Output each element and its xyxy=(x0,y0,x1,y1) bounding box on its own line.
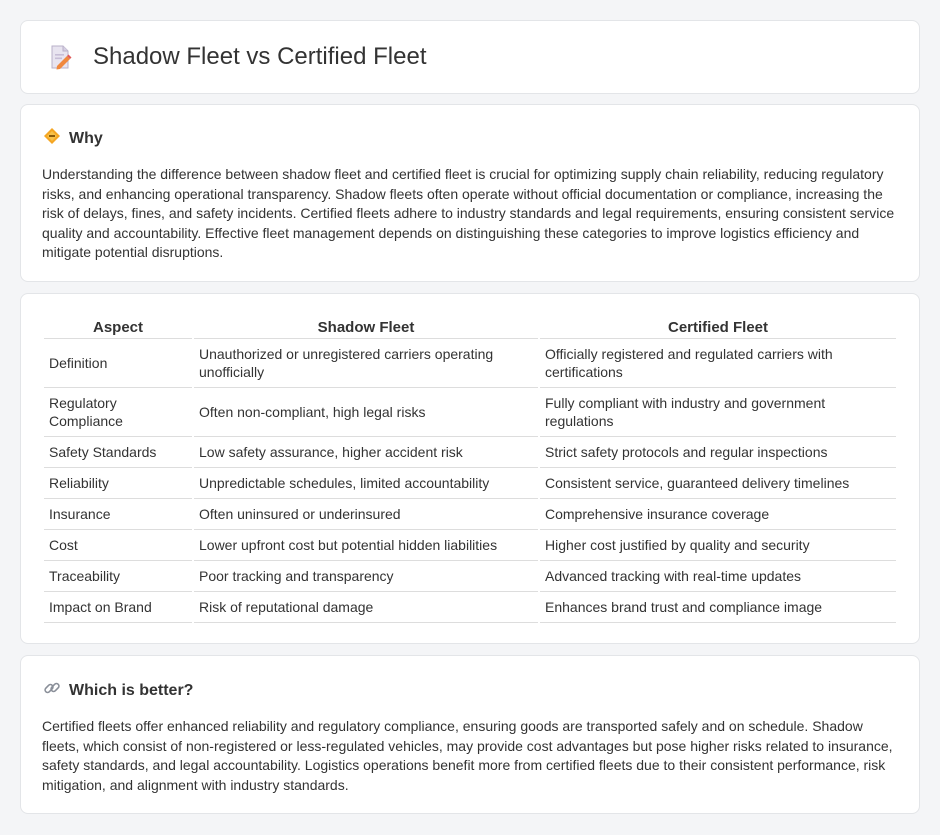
certified-cell: Advanced tracking with real-time updates xyxy=(540,561,896,592)
why-header xyxy=(43,127,103,150)
diamond-warning-icon xyxy=(43,127,61,150)
aspect-cell: Regulatory Compliance xyxy=(44,388,192,437)
better-heading: Which is better? xyxy=(69,681,194,699)
aspect-cell: Safety Standards xyxy=(44,437,192,468)
aspect-cell: Cost xyxy=(44,530,192,561)
certified-cell: Fully compliant with industry and government regulations xyxy=(540,388,896,437)
why-section xyxy=(20,104,920,282)
table-row xyxy=(44,437,896,468)
shadow-cell: Often non-compliant, high legal risks xyxy=(194,388,538,437)
better-header xyxy=(43,679,193,702)
table-row xyxy=(44,561,896,592)
aspect-cell: Impact on Brand xyxy=(44,592,192,623)
shadow-cell: Unpredictable schedules, limited accountability xyxy=(194,468,538,499)
table-row xyxy=(44,388,896,437)
table-row xyxy=(44,339,896,388)
table-row xyxy=(44,530,896,561)
table-header-row xyxy=(44,317,896,339)
certified-cell: Comprehensive insurance coverage xyxy=(540,499,896,530)
table-row xyxy=(44,592,896,623)
title-card xyxy=(20,20,920,94)
header-shadow-fleet: Shadow Fleet xyxy=(194,317,538,339)
why-heading: Why xyxy=(69,129,103,147)
comparison-section xyxy=(20,293,920,644)
shadow-cell: Risk of reputational damage xyxy=(194,592,538,623)
shadow-cell: Low safety assurance, higher accident risk xyxy=(194,437,538,468)
aspect-cell: Reliability xyxy=(44,468,192,499)
shadow-cell: Lower upfront cost but potential hidden liabilities xyxy=(194,530,538,561)
aspect-cell: Insurance xyxy=(44,499,192,530)
page-title: Shadow Fleet vs Certified Fleet xyxy=(93,43,427,70)
certified-cell: Enhances brand trust and compliance image xyxy=(540,592,896,623)
shadow-cell: Unauthorized or unregistered carriers operating unofficially xyxy=(194,339,538,388)
header-aspect: Aspect xyxy=(44,317,192,339)
comparison-table xyxy=(42,317,898,623)
shadow-cell: Often uninsured or underinsured xyxy=(194,499,538,530)
table-row xyxy=(44,468,896,499)
aspect-cell: Definition xyxy=(44,339,192,388)
aspect-cell: Traceability xyxy=(44,561,192,592)
why-text: Understanding the difference between shadow fleet and certified fleet is crucial for optimizing supply chain reliability, reducing regulatory risks, and enhancing operational transparency. Shadow fleets often operate without official documentation or compliance, increasing the risk of delays, fines, and safety incidents. Certified fleets adhere to industry standards and legal requirements, ensuring consistent service quality and accountability. Effective fleet management depends on distinguishing these categories to improve logistics efficiency and mitigate potential disruptions. xyxy=(42,166,895,261)
which-is-better-section xyxy=(20,655,920,814)
header-certified-fleet: Certified Fleet xyxy=(540,317,896,339)
table-row xyxy=(44,499,896,530)
better-text: Certified fleets offer enhanced reliability and regulatory compliance, ensuring goods are transported safely and on schedule. Shadow fleets, which consist of non-registered or less-regulated vehicles, may provide cost advantages but pose higher risks related to insurance, safety standards, and legal accountability. Logistics operations benefit more from certified fleets due to their consistent performance, risk mitigation, and alignment with industry standards. xyxy=(42,718,893,793)
certified-cell: Consistent service, guaranteed delivery timelines xyxy=(540,468,896,499)
certified-cell: Strict safety protocols and regular inspections xyxy=(540,437,896,468)
certified-cell: Higher cost justified by quality and security xyxy=(540,530,896,561)
certified-cell: Officially registered and regulated carriers with certifications xyxy=(540,339,896,388)
shadow-cell: Poor tracking and transparency xyxy=(194,561,538,592)
document-edit-icon xyxy=(47,44,73,70)
link-icon xyxy=(43,679,61,702)
